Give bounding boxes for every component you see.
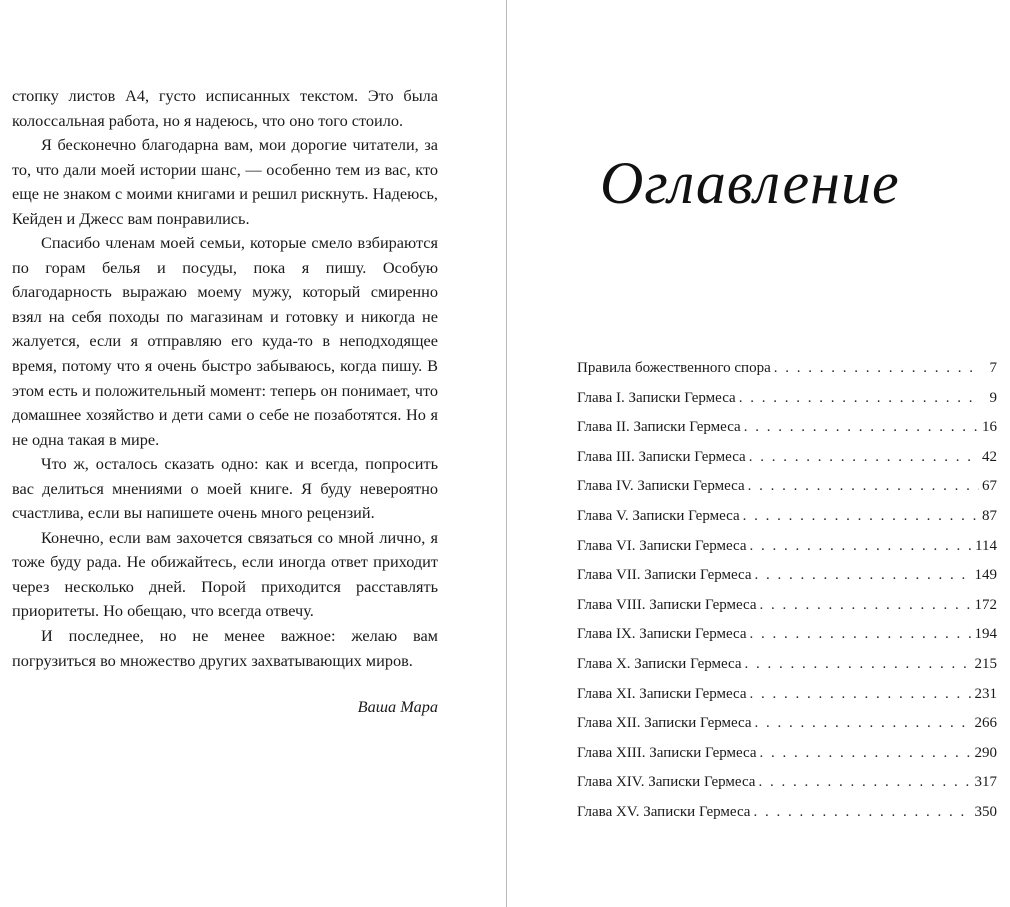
toc-entry-label: Глава VI. Записки Гермеса [577, 537, 747, 554]
toc-dot-leader [743, 502, 979, 532]
toc-page-number: 350 [974, 803, 997, 820]
toc-page-number: 231 [974, 685, 997, 702]
toc-page-number: 87 [982, 507, 997, 524]
toc-entry-label: Глава I. Записки Гермеса [577, 389, 736, 406]
toc-page-number: 7 [989, 360, 997, 376]
toc-dot-leader [758, 768, 971, 798]
toc-entry[interactable] [577, 739, 997, 769]
toc-entry[interactable] [577, 472, 997, 502]
toc-dot-leader [739, 384, 980, 414]
toc-page-number: 290 [974, 744, 997, 761]
toc-entry[interactable] [577, 620, 997, 650]
toc-entry[interactable] [577, 502, 997, 532]
signature: Ваша Мара [357, 697, 438, 717]
toc-dot-leader [745, 650, 972, 680]
toc-entry[interactable] [577, 650, 997, 680]
toc-dot-leader [774, 354, 980, 384]
toc-dot-leader [753, 798, 971, 828]
toc-entry-label: Глава XI. Записки Гермеса [577, 685, 747, 702]
toc-entry-label: Глава III. Записки Гермеса [577, 448, 746, 465]
toc-entry-label: Глава IV. Записки Гермеса [577, 478, 745, 495]
page-gutter-divider [506, 0, 507, 907]
toc-dot-leader [760, 739, 972, 769]
toc-title: Оглавление [600, 150, 900, 216]
toc-dot-leader [750, 620, 972, 650]
toc-dot-leader [748, 472, 979, 502]
toc-page-number: 9 [989, 389, 997, 406]
toc-entry[interactable] [577, 591, 997, 621]
paragraph-5: Конечно, если вам захочется связаться со мной лично, я тоже буду рада. Не обижайтесь, если иногда ответ приходит через несколько дней. Порой приходится расставлять приоритеты. Но обещаю, что всегда отвечу. [12, 527, 438, 621]
paragraph-2: Я бесконечно благодарна вам, мои дорогие читатели, за то, что дали моей истории шанс, — особенно тем из вас, кто еще не знаком с моими книгами и решил рискнуть. Надеюсь, Кейден и Джесс вам понравились. [12, 135, 438, 228]
toc-dot-leader [755, 709, 972, 739]
toc-page-number: 172 [974, 596, 997, 613]
toc-page-number: 149 [974, 567, 997, 584]
toc-entry-label: Глава XIV. Записки Гермеса [577, 774, 756, 791]
paragraph-6: И последнее, но не менее важное: желаю вам погрузиться во множество других захватывающих миров. [12, 626, 438, 670]
toc-dot-leader [750, 532, 973, 562]
toc-entry-label: Глава XII. Записки Гермеса [577, 715, 752, 732]
paragraph-1: стопку листов А4, густо исписанных текстом. Это была колоссальная работа, но я надеюсь, что оно того стоило. [12, 86, 438, 130]
toc-page-number: 194 [974, 626, 997, 643]
toc-page-number: 42 [982, 448, 997, 465]
toc-dot-leader [749, 443, 979, 473]
toc-dot-leader [760, 591, 972, 621]
toc-page-number: 114 [975, 537, 997, 554]
toc-dot-leader [750, 680, 972, 710]
toc-entry[interactable] [577, 561, 997, 591]
toc-entry-label: Глава VIII. Записки Гермеса [577, 596, 757, 613]
toc-entry-label: Глава II. Записки Гермеса [577, 419, 741, 436]
toc-entry[interactable] [577, 709, 997, 739]
toc-entry[interactable] [577, 680, 997, 710]
toc-entry-label: Глава X. Записки Гермеса [577, 655, 742, 672]
table-of-contents [577, 354, 997, 828]
toc-dot-leader [755, 561, 972, 591]
left-page [12, 84, 438, 720]
toc-entry[interactable] [577, 354, 997, 384]
paragraph-4: Что ж, осталось сказать одно: как и всегда, попросить вас делиться мнениями о моей книге. Я буду невероятно счастлива, если вы напишете очень много рецензий. [12, 454, 438, 523]
toc-page-number: 67 [982, 478, 997, 495]
toc-entry[interactable] [577, 768, 997, 798]
paragraph-3: Спасибо членам моей семьи, которые смело взбираются по горам белья и посуды, пока я пишу. Особую благодарность выражаю моему мужу, который смиренно взял на себя походы по магазинам и готовку и никогда не жалуется, если я отправляю его куда-то в неподходящее время, потому что я очень быстро забываюсь, когда пишу. В этом есть и положительный момент: теперь он понимает, что домашнее хозяйство и дети сами о себе не позаботятся. Но я не одна такая в мире. [12, 233, 438, 449]
toc-page-number: 317 [974, 774, 997, 791]
toc-entry[interactable] [577, 384, 997, 414]
toc-entry[interactable] [577, 532, 997, 562]
toc-entry-label: Правила божественного спора [577, 360, 771, 376]
toc-entry-label: Глава XIII. Записки Гермеса [577, 744, 757, 761]
toc-entry[interactable] [577, 798, 997, 828]
toc-entry[interactable] [577, 443, 997, 473]
toc-page-number: 266 [974, 715, 997, 732]
toc-entry-label: Глава XV. Записки Гермеса [577, 803, 751, 820]
toc-entry-label: Глава V. Записки Гермеса [577, 507, 740, 524]
toc-entry-label: Глава VII. Записки Гермеса [577, 567, 752, 584]
toc-entry[interactable] [577, 413, 997, 443]
toc-page-number: 16 [982, 419, 997, 436]
toc-page-number: 215 [974, 655, 997, 672]
toc-dot-leader [744, 413, 979, 443]
toc-entry-label: Глава IX. Записки Гермеса [577, 626, 747, 643]
